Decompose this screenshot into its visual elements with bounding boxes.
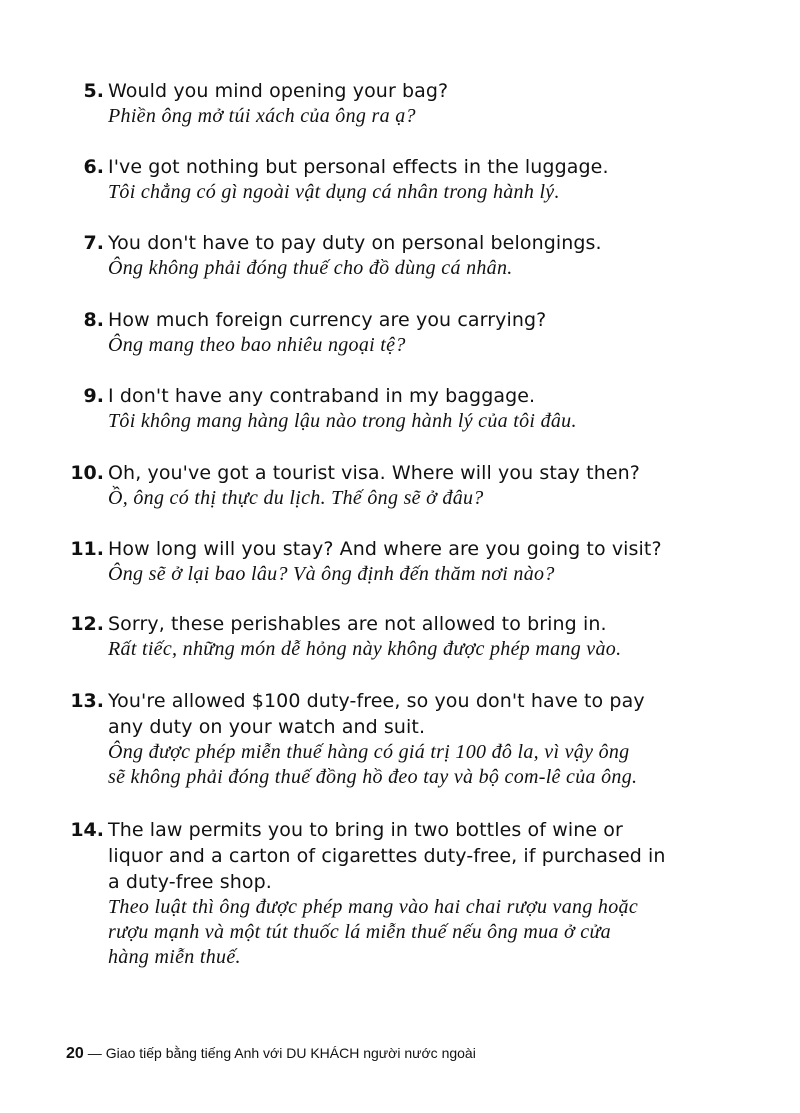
page-footer (66, 1044, 476, 1063)
english-line: Oh, you've got a tourist visa. Where will you stay then? (108, 462, 640, 484)
english-line: You don't have to pay duty on personal belongings. (108, 232, 602, 254)
english-line: liquor and a carton of cigarettes duty-free, if purchased in (108, 845, 666, 867)
entry-14 (66, 817, 766, 970)
english-line: How long will you stay? And where are you going to visit? (108, 538, 662, 560)
vietnamese-line: Phiền ông mở túi xách của ông ra ạ? (108, 105, 416, 127)
entry-number: 8. (83, 309, 104, 331)
vietnamese-line: Ông không phải đóng thuế cho đồ dùng cá nhân. (108, 257, 513, 279)
entry-number: 9. (83, 385, 104, 407)
entry-10 (66, 460, 766, 511)
english-line: The law permits you to bring in two bottles of wine or (108, 819, 623, 841)
vietnamese-line: hàng miễn thuế. (108, 946, 241, 968)
entry-6 (66, 154, 766, 205)
vietnamese-line: Tôi chẳng có gì ngoài vật dụng cá nhân trong hành lý. (108, 181, 560, 203)
entry-number: 13. (70, 690, 104, 712)
entry-12 (66, 611, 766, 662)
entry-number: 10. (70, 462, 104, 484)
vietnamese-line: Tôi không mang hàng lậu nào trong hành lý của tôi đâu. (108, 410, 577, 432)
vietnamese-line: rượu mạnh và một tút thuốc lá miễn thuế nếu ông mua ở cửa (108, 921, 611, 943)
vietnamese-line: Theo luật thì ông được phép mang vào hai chai rượu vang hoặc (108, 896, 638, 918)
entry-number: 14. (70, 819, 104, 841)
entry-5 (66, 78, 766, 129)
english-line: You're allowed $100 duty-free, so you don't have to pay (108, 690, 645, 712)
vietnamese-line: Ông mang theo bao nhiêu ngoại tệ? (108, 334, 406, 356)
page-number: 20 (66, 1045, 84, 1062)
vietnamese-line: Ông sẽ ở lại bao lâu? Và ông định đến thăm nơi nào? (108, 563, 555, 585)
entry-11 (66, 536, 766, 587)
footer-dash: — (87, 1045, 102, 1061)
english-line: a duty-free shop. (108, 871, 272, 893)
vietnamese-line: Ông được phép miễn thuế hàng có giá trị 100 đô la, vì vậy ông (108, 741, 630, 763)
english-line: Sorry, these perishables are not allowed to bring in. (108, 613, 607, 635)
english-line: How much foreign currency are you carrying? (108, 309, 547, 331)
entry-number: 7. (83, 232, 104, 254)
vietnamese-line: Rất tiếc, những món dễ hỏng này không được phép mang vào. (108, 638, 622, 660)
english-line: Would you mind opening your bag? (108, 80, 449, 102)
english-line: I've got nothing but personal effects in the luggage. (108, 156, 609, 178)
entry-13 (66, 688, 766, 790)
book-title: Giao tiếp bằng tiếng Anh với DU KHÁCH người nước ngoài (105, 1045, 476, 1061)
entry-number: 5. (83, 80, 104, 102)
vietnamese-line: Ồ, ông có thị thực du lịch. Thế ông sẽ ở đâu? (108, 487, 484, 509)
entry-7 (66, 230, 766, 281)
entry-9 (66, 383, 766, 434)
english-line: any duty on your watch and suit. (108, 716, 426, 738)
entry-number: 6. (83, 156, 104, 178)
entry-8 (66, 307, 766, 358)
vietnamese-line: sẽ không phải đóng thuế đồng hồ đeo tay và bộ com-lê của ông. (108, 766, 638, 788)
entry-number: 12. (70, 613, 104, 635)
english-line: I don't have any contraband in my baggage. (108, 385, 536, 407)
entry-number: 11. (70, 538, 104, 560)
